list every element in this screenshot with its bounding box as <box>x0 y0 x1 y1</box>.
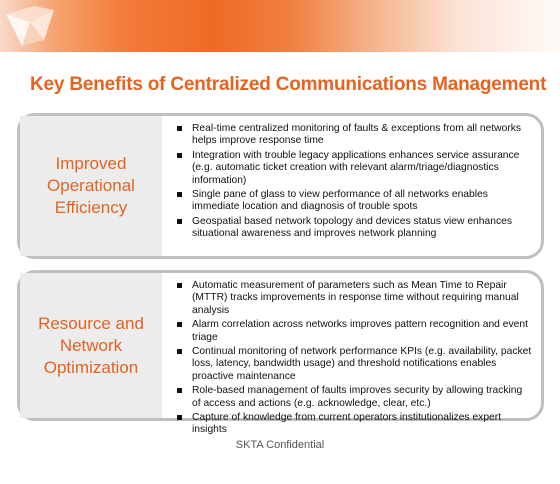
skta-logo-icon <box>0 0 72 52</box>
square-bullet-icon <box>177 192 182 197</box>
square-bullet-icon <box>177 219 182 224</box>
bullet-item <box>177 123 533 148</box>
footer-confidential: SKTA Confidential <box>235 439 325 451</box>
panel-label-area <box>20 116 162 256</box>
bullet-text: Alarm correlation across networks improves pattern recognition and event triage <box>192 319 528 343</box>
panel-heading-line: Optimization <box>43 357 139 377</box>
page-title: Key Benefits of Centralized Communications Management <box>30 74 547 95</box>
bullet-item <box>177 189 533 214</box>
bullet-text: Geospatial based network topology and devices status view enhances situational awareness and improves network planning <box>192 215 512 240</box>
bullet-item <box>177 385 533 410</box>
panel-heading <box>38 313 144 379</box>
header-banner <box>0 0 560 52</box>
bullet-text: Automatic measurement of parameters such as Mean Time to Repair (MTTR) tracks improvements in response time without requiring manual analysis <box>192 280 519 316</box>
bullet-text: Continual monitoring of network performance KPIs (e.g. availability, packet loss, latency, bandwidth usage) and threshold notifications enables proactive maintenance <box>192 346 532 382</box>
benefit-panel-operational-efficiency <box>17 113 544 259</box>
panel-heading-line: Network <box>59 335 123 355</box>
bullet-text: Integration with trouble legacy applications enhances service assurance (e.g. automatic ticket creation with relevant alarm/triage/diagnostics information) <box>192 149 520 186</box>
bullet-text: Real-time centralized monitoring of faults & exceptions from all networks helps improve response time <box>192 123 522 147</box>
bullet-item <box>177 346 533 383</box>
square-bullet-icon <box>177 153 182 158</box>
panel-label-area <box>20 273 162 418</box>
bullet-text: Capture of knowledge from current operators institutionalizes expert insights <box>192 412 502 436</box>
bullet-item <box>177 216 533 241</box>
bullet-item <box>177 412 533 437</box>
square-bullet-icon <box>177 388 182 393</box>
bullet-item <box>177 150 533 187</box>
bullet-text: Role-based management of faults improves security by allowing tracking of access and actions (e.g. acknowledge, clear, etc.) <box>192 385 523 409</box>
bullet-item <box>177 319 533 344</box>
square-bullet-icon <box>177 415 182 420</box>
panel-heading-line: Operational <box>47 176 135 195</box>
bullet-item <box>177 280 533 317</box>
square-bullet-icon <box>177 322 182 327</box>
square-bullet-icon <box>177 349 182 354</box>
bullet-list <box>177 280 533 439</box>
benefit-panel-resource-optimization <box>17 270 544 436</box>
square-bullet-icon <box>177 283 182 288</box>
panel-heading <box>47 153 135 219</box>
panel-heading-line: Efficiency <box>54 198 128 217</box>
bullet-list <box>177 123 533 243</box>
bullet-text: Single pane of glass to view performance of all networks enables immediate location and diagnosis of trouble spots <box>192 189 488 213</box>
panel-heading-line: Resource and <box>38 313 144 333</box>
panel-heading-line: Improved <box>55 154 127 173</box>
square-bullet-icon <box>177 126 182 131</box>
